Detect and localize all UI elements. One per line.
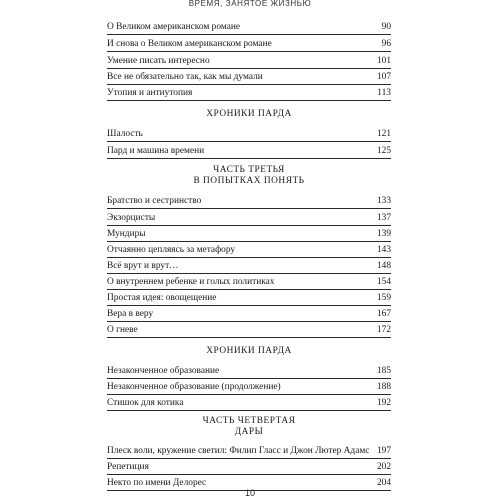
toc-entry-page: 167 xyxy=(376,309,391,319)
toc-entry xyxy=(107,213,391,226)
toc-entry-page: 159 xyxy=(376,293,391,303)
toc-entry-page: 137 xyxy=(376,213,391,223)
toc-entry-page: 204 xyxy=(376,478,391,488)
toc-entry xyxy=(107,146,391,159)
toc-entry-title: Некто по имени Делорес xyxy=(107,478,207,488)
toc-entry-title: Незаконченное образование (продолжение) xyxy=(107,382,281,392)
toc-entry-title: Все не обязательно так, как мы думали xyxy=(107,72,263,82)
toc-entry-title: Вера в веру xyxy=(107,309,154,319)
part-heading: ЧАСТЬ ТРЕТЬЯ xyxy=(213,165,285,175)
toc-entry-page: 107 xyxy=(376,72,391,82)
part-subheading: В ПОПЫТКАХ ПОНЯТЬ xyxy=(193,176,305,186)
part-heading: ЧАСТЬ ЧЕТВЕРТАЯ xyxy=(202,416,296,426)
toc-entry-title: Стишок для котика xyxy=(107,398,184,408)
section-heading: ХРОНИКИ ПАРДА xyxy=(206,109,292,119)
toc-entry xyxy=(107,293,391,306)
toc-entry-title: Всё врут и врут… xyxy=(107,261,179,271)
toc-entry xyxy=(107,72,391,85)
running-head: ВРЕМЯ, ЗАНЯТОЕ ЖИЗНЬЮ xyxy=(188,0,312,8)
toc-entry-title: Репетиция xyxy=(107,462,149,472)
toc-entry-page: 113 xyxy=(377,88,391,98)
toc-entry-page: 96 xyxy=(381,39,391,49)
toc-entry-title: Мундиры xyxy=(107,229,146,239)
toc-entry-page: 172 xyxy=(376,325,391,335)
toc-entry-title: Простая идея: овощещение xyxy=(107,293,217,303)
toc-entry-page: 148 xyxy=(376,261,391,271)
toc-entry-page: 197 xyxy=(376,446,391,456)
toc-entry xyxy=(107,309,391,322)
toc-entry-title: Пард и машина времени xyxy=(107,146,205,156)
toc-entry-page: 188 xyxy=(376,382,391,392)
toc-entry-page: 154 xyxy=(376,277,391,287)
toc-entry xyxy=(107,196,391,209)
toc-entry-title: Экзорцисты xyxy=(107,213,156,223)
toc-entry-page: 202 xyxy=(376,462,391,472)
toc-entry xyxy=(107,325,391,338)
toc-entry-title: О Великом американском романе xyxy=(107,22,241,32)
toc-entry xyxy=(107,462,391,475)
toc-entry xyxy=(107,277,391,290)
toc-entry xyxy=(107,261,391,274)
toc-entry-title: Незаконченное образование xyxy=(107,366,220,376)
toc-entry-title: Плеск воли, кружение светил: Филип Гласс и Джон Лютер Адамс xyxy=(107,446,370,456)
toc-entry-page: 143 xyxy=(376,245,391,255)
toc-entry xyxy=(107,129,391,142)
toc-entry-title: Отчаянно цепляясь за метафору xyxy=(107,245,236,255)
toc-entry-title: И снова о Великом американском романе xyxy=(107,39,272,49)
toc-entry xyxy=(107,446,391,459)
toc-entry xyxy=(107,229,391,242)
page-number: 10 xyxy=(244,488,255,498)
toc-entry-page: 125 xyxy=(376,146,391,156)
toc-entry-page: 185 xyxy=(376,366,391,376)
toc-entry-page: 90 xyxy=(381,22,391,32)
toc-entry-page: 192 xyxy=(376,398,391,408)
toc-entry-page: 139 xyxy=(376,229,391,239)
toc-entry xyxy=(107,56,391,69)
toc-entry xyxy=(107,366,391,379)
toc-entry xyxy=(107,88,391,101)
toc-entry-page: 101 xyxy=(376,56,391,66)
toc-entry xyxy=(107,39,391,52)
toc-entry-page: 121 xyxy=(376,129,391,139)
toc-entry xyxy=(107,245,391,258)
toc-entry xyxy=(107,382,391,395)
toc-entry-title: Умение писать интересно xyxy=(107,56,210,66)
toc-entry-page: 133 xyxy=(376,196,391,206)
toc-entry-title: Шалость xyxy=(107,129,143,139)
part-subheading: ДАРЫ xyxy=(234,427,264,437)
toc-entry-title: Братство и сестринство xyxy=(107,196,202,206)
toc-entry xyxy=(107,22,391,35)
toc-entry-title: О внутреннем ребенке и голых политиках xyxy=(107,277,275,287)
section-heading: ХРОНИКИ ПАРДА xyxy=(206,346,292,356)
toc-entry-title: Утопия и антиутопия xyxy=(107,88,193,98)
toc-entry-title: О гневе xyxy=(107,325,138,335)
toc-entry xyxy=(107,398,391,411)
